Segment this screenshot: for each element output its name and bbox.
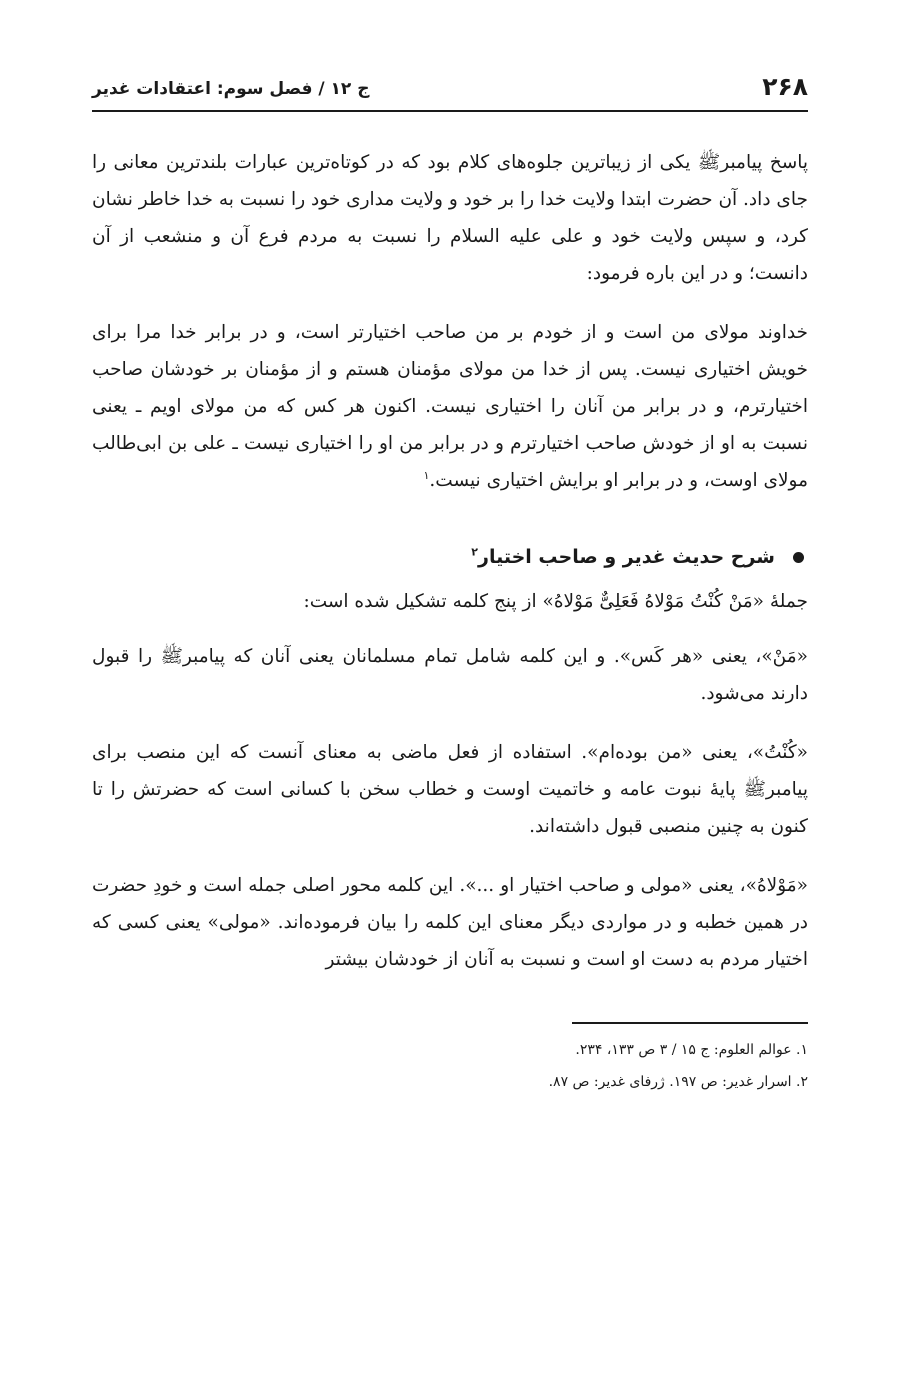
paragraph-intro: جملۀ «مَنْ کُنْتُ مَوْلاهُ فَعَلِیٌّ مَوْلاهُ» از پنج کلمه تشکیل شده است: <box>303 591 808 612</box>
section-title-text: شرح حدیث غدیر و صاحب اختیار <box>478 546 775 568</box>
book-page <box>92 62 808 1098</box>
paragraph-man: «مَنْ»، یعنی «هر کَس». و این کلمه شامل تمام مسلمانان یعنی آنان که پیامبرﷺ را قبول دارند می‌شود. <box>92 646 808 704</box>
footnotes <box>92 1034 808 1098</box>
running-head: ج ۱۲ / فصل سوم: اعتقادات غدیر <box>92 79 370 99</box>
paragraph-kuntu: «کُنْتُ»، یعنی «من بوده‌ام». استفاده از فعل ماضی به معنای آنست که این منصب برای پیامبرﷺ پایۀ نبوت عامه و خاتمیت اوست و خطاب سخن با کسانی است که حضرتش را تا کنون به چنین منصبی قبول داشته‌اند. <box>92 742 808 837</box>
footnote-ref-1: ۱ <box>423 468 430 482</box>
page-number: ۲۶۸ <box>762 72 808 101</box>
footnote-ref-2: ۲ <box>471 545 478 559</box>
page-header <box>92 62 808 112</box>
bullet-icon <box>793 552 804 563</box>
paragraph-prophet-answer: پاسخ پیامبرﷺ یکی از زیباترین جلوه‌های کلام بود که در کوتاه‌ترین عبارات بلندترین معانی را جای داد. آن حضرت ابتدا ولایت خدا را بر خود و ولایت مداری خود را نسبت به خدا خاطر نشان کرد، و سپس ولایت خود و علی علیه السلام را نسبت به مردم فرع آن و منشعب از آن دانست؛ و در این باره فرمود: <box>92 152 808 284</box>
quote-paragraph <box>92 314 808 499</box>
quote-text: خداوند مولای من است و از خودم بر من صاحب اختیارتر است، و در برابر خدا مرا برای خویش اختیاری نیست. پس از خدا من مولای مؤمنان هستم و از مؤمنان بر خودشان صاحب اختیارترم، و در برابر من آنان را اختیاری نیست. اکنون هر کس که من مولای اویم ـ یعنی نسبت به او از خودش صاحب اختیارترم و در برابر من او را اختیاری نیست ـ علی بن ابی‌طالب مولای اوست، و در برابر او برایش اختیاری نیست. <box>92 322 808 491</box>
body-text <box>92 144 808 978</box>
paragraph-mawlahu: «مَوْلاهُ»، یعنی «مولی و صاحب اختیار او ...». این کلمه محور اصلی جمله است و خودِ حضرت در همین خطبه و در مواردی دیگر معنای این کلمه را بیان فرموده‌اند. «مولی» یعنی کسی که اختیار مردم به دست او است و نسبت به آنان از خودشان بیشتر <box>92 875 808 970</box>
footnote-2: ۲. اسرار غدیر: ص ۱۹۷. ژرفای غدیر: ص ۸۷. <box>548 1074 808 1090</box>
section-heading <box>92 539 808 575</box>
section-title <box>471 539 775 575</box>
footnote-divider <box>572 1022 808 1024</box>
footnote-1: ۱. عوالم العلوم: ج ۱۵ / ۳ ص ۱۳۳، ۲۳۴. <box>575 1042 808 1058</box>
